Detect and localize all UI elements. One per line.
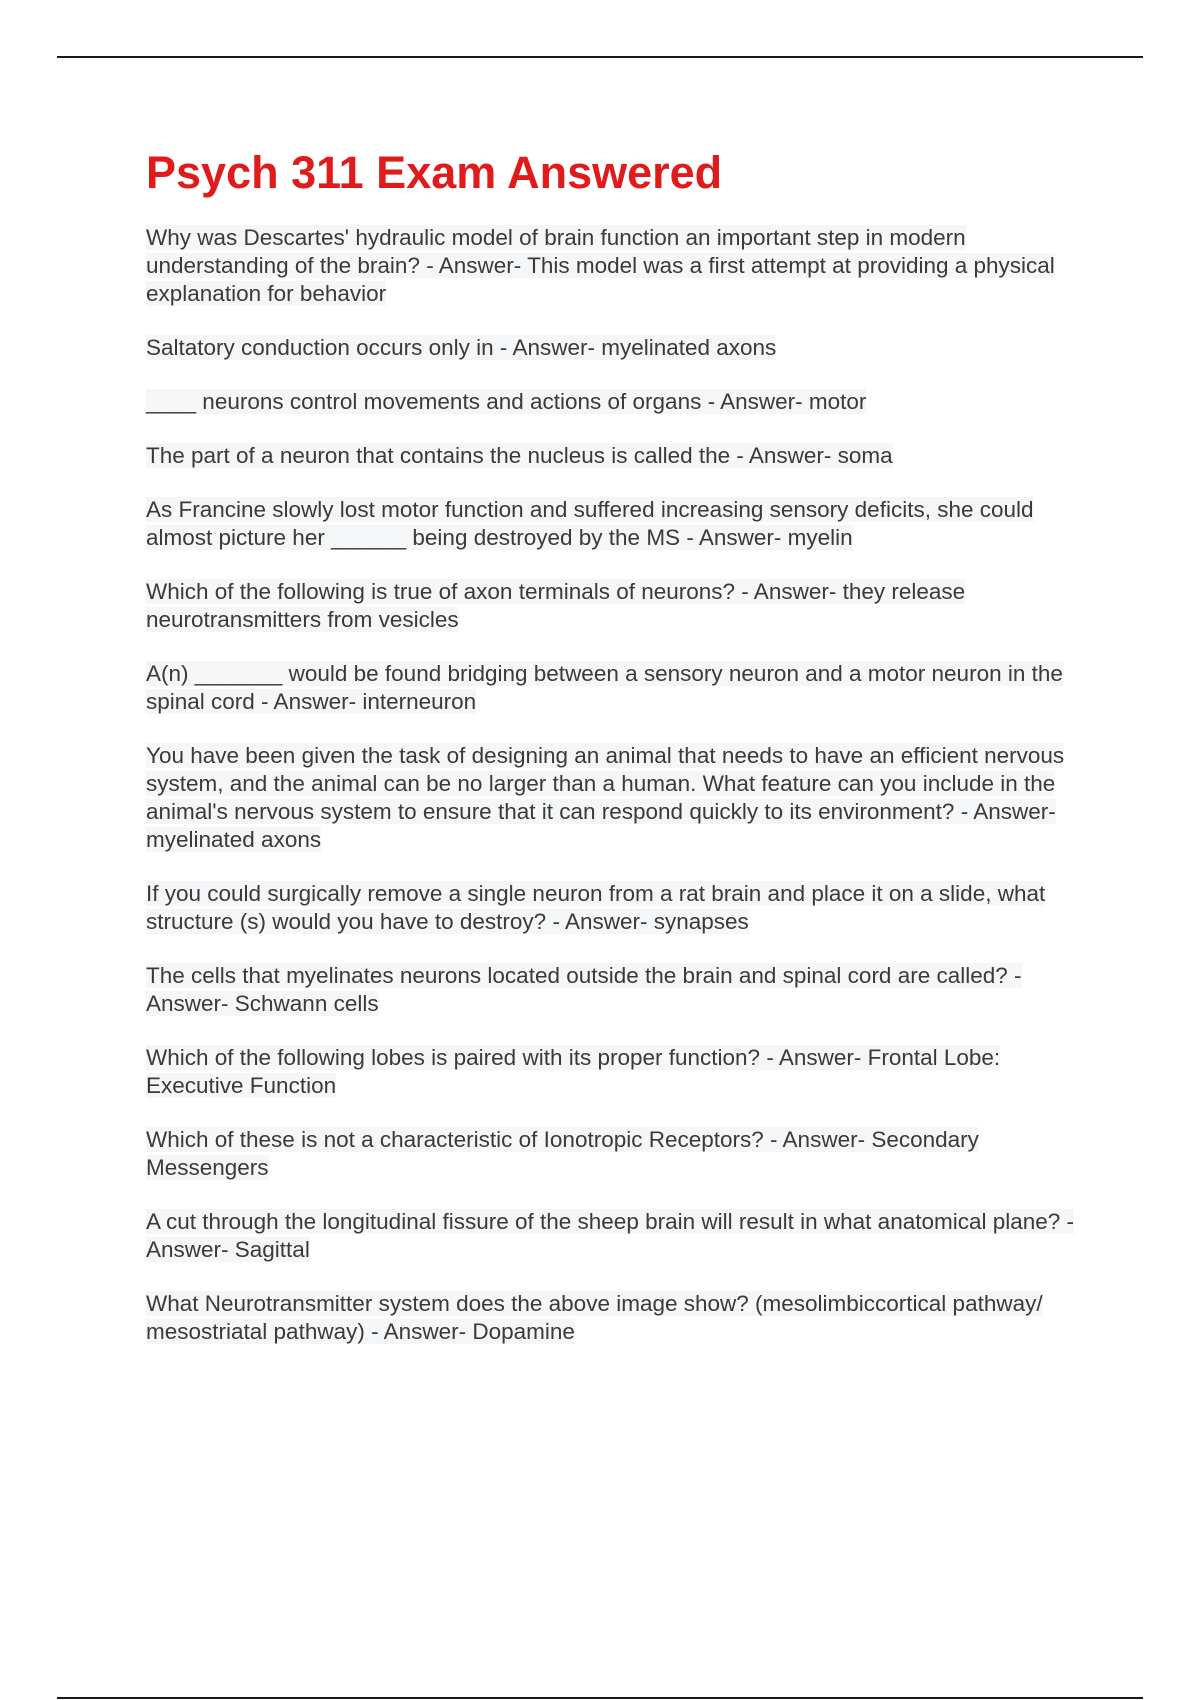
qa-item <box>146 1290 1096 1346</box>
qa-text: ____ neurons control movements and actions of organs - Answer- motor <box>146 389 867 414</box>
qa-text: A(n) _______ would be found bridging between a sensory neuron and a motor neuron in the spinal cord - Answer- interneuron <box>146 661 1063 714</box>
qa-text: What Neurotransmitter system does the above image show? (mesolimbiccortical pathway/ mesostriatal pathway) - Answer- Dopamine <box>146 1291 1043 1344</box>
qa-item <box>146 962 1096 1018</box>
qa-item <box>146 880 1096 936</box>
qa-item <box>146 1208 1096 1264</box>
qa-text: If you could surgically remove a single neuron from a rat brain and place it on a slide, what structure (s) would you have to destroy? - Answer- synapses <box>146 881 1046 934</box>
top-rule <box>57 56 1143 58</box>
qa-item <box>146 496 1096 552</box>
qa-item <box>146 660 1096 716</box>
qa-item <box>146 224 1096 308</box>
bottom-rule <box>57 1697 1143 1699</box>
qa-text: Saltatory conduction occurs only in - Answer- myelinated axons <box>146 335 777 360</box>
qa-text: The part of a neuron that contains the nucleus is called the - Answer- soma <box>146 443 893 468</box>
qa-item <box>146 578 1096 634</box>
qa-item <box>146 334 1096 362</box>
qa-text: Which of these is not a characteristic of Ionotropic Receptors? - Answer- Secondary Messengers <box>146 1127 979 1180</box>
qa-text: You have been given the task of designing an animal that needs to have an efficient nervous system, and the animal can be no larger than a human. What feature can you include in the animal's nervous system to ensure that it can respond quickly to its environment? - Answer- myelinated axons <box>146 743 1065 852</box>
qa-item <box>146 1044 1096 1100</box>
qa-item <box>146 1126 1096 1182</box>
qa-text: As Francine slowly lost motor function and suffered increasing sensory deficits, she could almost picture her ______ being destroyed by the MS - Answer- myelin <box>146 497 1034 550</box>
qa-item <box>146 742 1096 854</box>
qa-item <box>146 388 1096 416</box>
qa-item <box>146 442 1096 470</box>
qa-text: The cells that myelinates neurons located outside the brain and spinal cord are called? - Answer- Schwann cells <box>146 963 1022 1016</box>
qa-text: Why was Descartes' hydraulic model of brain function an important step in modern understanding of the brain? - Answer- This model was a first attempt at providing a physical explanation for behavior <box>146 225 1055 306</box>
qa-text: Which of the following is true of axon terminals of neurons? - Answer- they release neurotransmitters from vesicles <box>146 579 966 632</box>
qa-text: Which of the following lobes is paired with its proper function? - Answer- Frontal Lobe: Executive Function <box>146 1045 1001 1098</box>
qa-text: A cut through the longitudinal fissure of the sheep brain will result in what anatomical plane? - Answer- Sagittal <box>146 1209 1075 1262</box>
document-page <box>146 146 1096 1372</box>
document-title: Psych 311 Exam Answered <box>146 147 723 198</box>
qa-list <box>146 224 1096 1346</box>
